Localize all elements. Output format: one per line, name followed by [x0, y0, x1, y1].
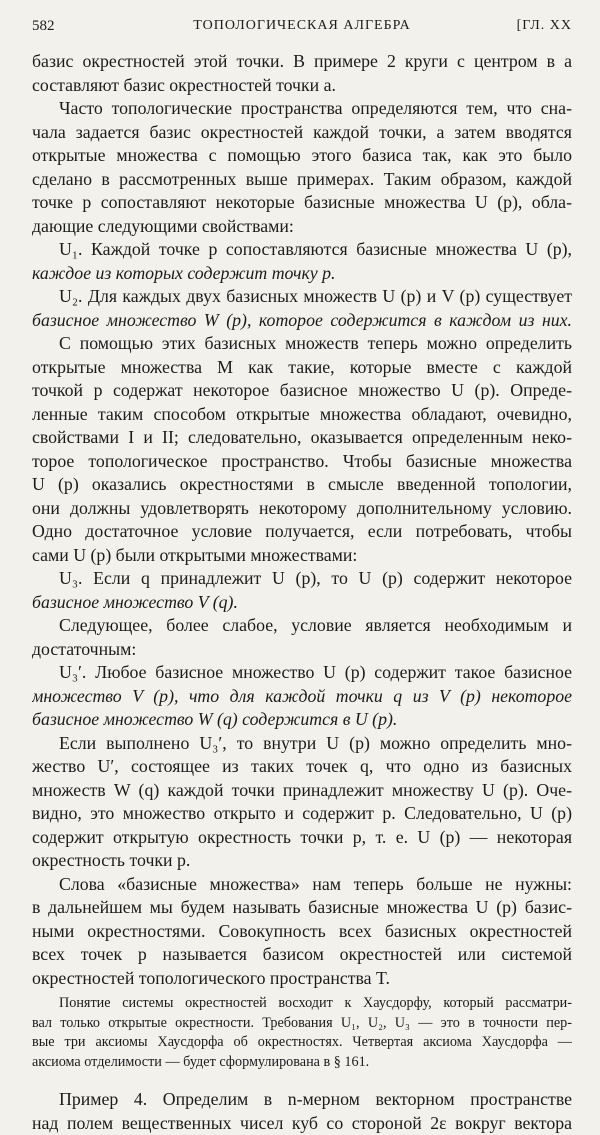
- text-line: чала задается базис окрестностей каждой точки, а затем вводятся: [32, 121, 572, 145]
- text-line: они должны удовлетворять некоторому дополнительному условию.: [32, 497, 572, 521]
- footnote-line: вые три аксиомы Хаусдорфа об окрестностях. Четвертая аксиома Хаусдорфа —: [32, 1033, 572, 1053]
- text-line: всех точек p называется базисом окрестностей или системой: [32, 943, 572, 967]
- page-number: 582: [32, 18, 55, 35]
- text-line: свойствами I и II; следовательно, оказывается определенным неко-: [32, 426, 572, 450]
- text-line: сами U (p) были открытыми множествами:: [32, 544, 572, 568]
- text-line: Слова «базисные множества» нам теперь больше не нужны:: [32, 873, 572, 897]
- text-line: открытые множества с помощью этого базиса так, как это было: [32, 144, 572, 168]
- example-line: над полем вещественных чисел куб со стороной 2ε вокруг вектора: [32, 1112, 572, 1135]
- text-line: Часто топологические пространства определяются тем, что сна-: [32, 97, 572, 121]
- running-title: ТОПОЛОГИЧЕСКАЯ АЛГЕБРА: [32, 18, 572, 34]
- text-line: множество V (p), что для каждой точки q из V (p) некоторое: [32, 685, 572, 709]
- text-line: достаточным:: [32, 638, 572, 662]
- footnote: [32, 994, 572, 1072]
- text-line: Одно достаточное условие получается, если потребовать, чтобы: [32, 520, 572, 544]
- text-line: множеств W (q) каждой точки принадлежит множеству U (p). Оче-: [32, 779, 572, 803]
- text-line: ленные таким способом открытые множества обладают, очевидно,: [32, 403, 572, 427]
- text-line: базис окрестностей этой точки. В примере 2 круги с центром в a: [32, 50, 572, 74]
- text-line: видно, это множество открыто и содержит p. Следовательно, U (p): [32, 802, 572, 826]
- text-line: базисное множество W (p), которое содержится в каждом из них.: [32, 309, 572, 333]
- text-line: в дальнейшем мы будем называть базисные множества U (p) базис-: [32, 896, 572, 920]
- page-body: [32, 50, 572, 1135]
- text-line: жество U′, состоящее из таких точек q, что одно из базисных: [32, 755, 572, 779]
- chapter-label: [ГЛ. XX: [517, 18, 572, 34]
- text-line: U₁. Каждой точке p сопоставляются базисные множества U (p),: [32, 238, 572, 262]
- text-line: каждое из которых содержит точку p.: [32, 262, 572, 286]
- text-line: дающие следующими свойствами:: [32, 215, 572, 239]
- example-line: Пример 4. Определим в n-мерном векторном пространстве: [32, 1088, 572, 1112]
- text-line: базисное множество V (q).: [32, 591, 572, 615]
- text-line: открытые множества M как такие, которые вместе с каждой: [32, 356, 572, 380]
- footnote-line: аксиома отделимости — будет сформулирована в § 161.: [32, 1053, 572, 1073]
- example-paragraph: [32, 1088, 572, 1135]
- text-line: базисное множество W (q) содержится в U (p).: [32, 708, 572, 732]
- text-line: точке p сопоставляют некоторые базисные множества U (p), обла-: [32, 191, 572, 215]
- text-line: Если выполнено U₃′, то внутри U (p) можно определить мно-: [32, 732, 572, 756]
- text-line: U (p) оказались окрестностями в смысле введенной топологии,: [32, 473, 572, 497]
- text-line: окрестностей топологического пространства T.: [32, 967, 572, 991]
- text-line: ными окрестностями. Совокупность всех базисных окрестностей: [32, 920, 572, 944]
- footnote-line: Понятие системы окрестностей восходит к Хаусдорфу, который рассматри-: [32, 994, 572, 1014]
- text-line: составляют базис окрестностей точки a.: [32, 74, 572, 98]
- text-line: окрестность точки p.: [32, 849, 572, 873]
- footnote-line: вал только открытые окрестности. Требования U₁, U₂, U₃ — это в точности пер-: [32, 1014, 572, 1034]
- text-line: U₂. Для каждых двух базисных множеств U (p) и V (p) существует: [32, 285, 572, 309]
- text-line: сделано в рассмотренных выше примерах. Таким образом, каждой: [32, 168, 572, 192]
- text-line: Следующее, более слабое, условие является необходимым и: [32, 614, 572, 638]
- text-line: U₃. Если q принадлежит U (p), то U (p) содержит некоторое: [32, 567, 572, 591]
- text-line: точкой p содержат некоторое базисное множество U (p). Опреде-: [32, 379, 572, 403]
- text-line: торое топологическое пространство. Чтобы базисные множества: [32, 450, 572, 474]
- main-text: [32, 50, 572, 990]
- page-header: [32, 18, 572, 40]
- text-line: U₃′. Любое базисное множество U (p) содержит такое базисное: [32, 661, 572, 685]
- text-line: С помощью этих базисных множеств теперь можно определить: [32, 332, 572, 356]
- text-line: содержит открытую окрестность точки p, т. е. U (p) — некоторая: [32, 826, 572, 850]
